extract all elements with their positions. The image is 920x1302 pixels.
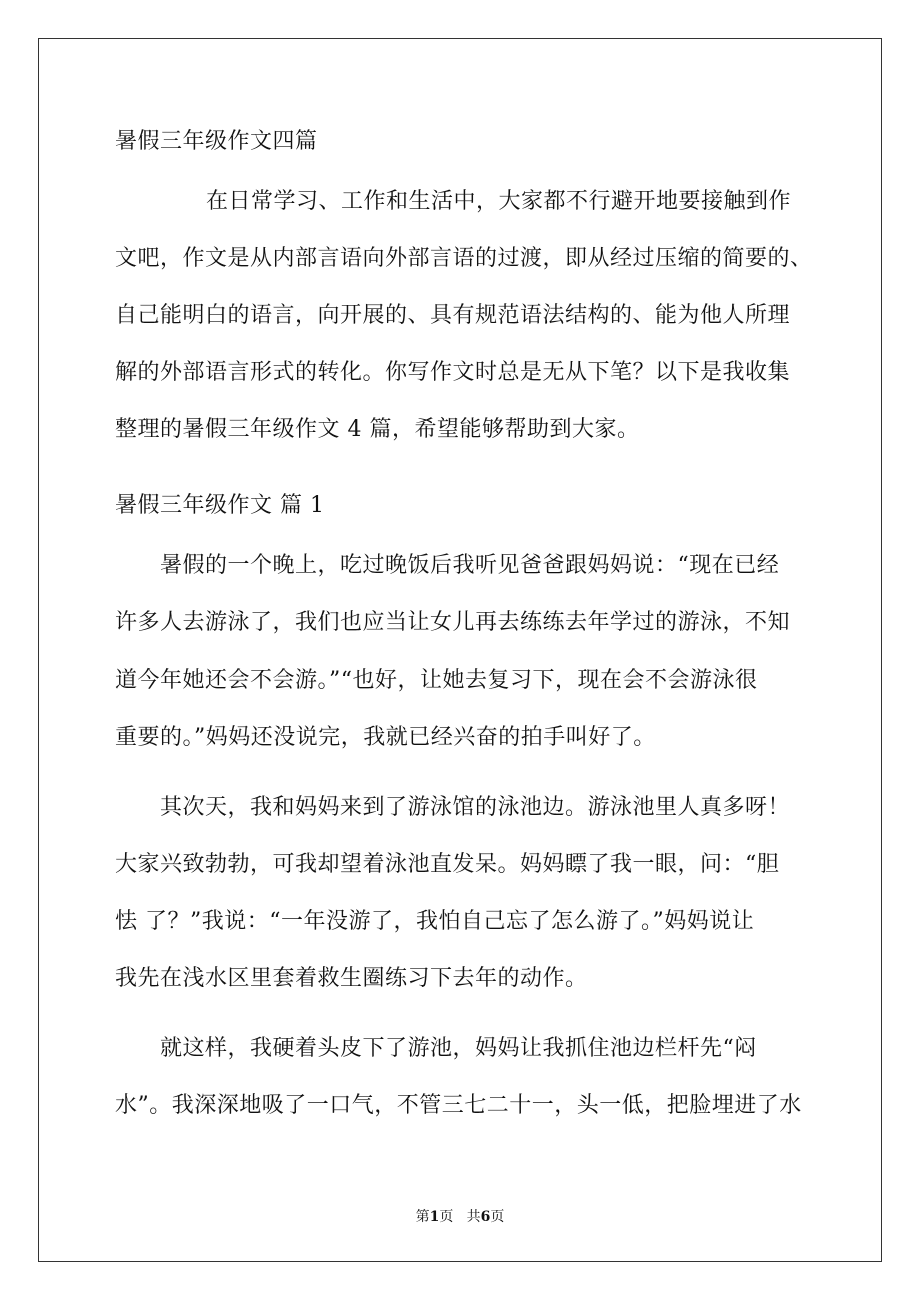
intro-line-2: 文吧，作文是从内部言语向外部言语的过渡，即从经过压缩的简要的、 xyxy=(115,246,813,271)
document-title: 暑假三年级作文四篇 xyxy=(115,129,318,154)
section-heading: 暑假三年级作文 篇 1 xyxy=(115,493,325,518)
body-line-1: 暑假的一个晚上，吃过晚饭后我听见爸爸跟妈妈说：“现在已经 xyxy=(160,553,780,578)
body-line-3: 道今年她还会不会游。”“也好，让她去复习下，现在会不会游泳很 xyxy=(115,668,758,693)
body-line-2: 许多人去游泳了，我们也应当让女儿再去练练去年学过的游泳，不知 xyxy=(115,610,791,635)
body-line-8: 我先在浅水区里套着救生圈练习下去年的动作。 xyxy=(115,966,588,991)
footer-page-total: 6 xyxy=(480,1209,491,1225)
body-line-10: 水”。我深深地吸了一口气，不管三七二十一，头一低，把脸埋进了水 xyxy=(115,1093,802,1118)
intro-line-5: 整理的暑假三年级作文 4 篇，希望能够帮助到大家。 xyxy=(115,417,640,442)
page-footer xyxy=(0,1207,920,1227)
footer-page-suffix: 页 xyxy=(490,1209,505,1225)
footer-page-mid: 页 共 xyxy=(439,1209,481,1225)
intro-line-4: 解的外部语言形式的转化。你写作文时总是无从下笔？以下是我收集 xyxy=(115,360,791,385)
intro-line-1: 在日常学习、工作和生活中，大家都不行避开地要接触到作 xyxy=(206,189,792,214)
page-border xyxy=(38,38,882,1262)
footer-page-current: 1 xyxy=(429,1209,440,1225)
body-line-9: 就这样，我硬着头皮下了游池，妈妈让我抓住池边栏杆先“闷 xyxy=(160,1036,757,1061)
body-line-4: 重要的。”妈妈还没说完，我就已经兴奋的拍手叫好了。 xyxy=(115,725,656,750)
footer-page-prefix: 第 xyxy=(415,1209,430,1225)
body-line-6: 大家兴致勃勃，可我却望着泳池直发呆。妈妈瞟了我一眼，问：“胆 xyxy=(115,852,780,877)
body-line-5: 其次天，我和妈妈来到了游泳馆的泳池边。游泳池里人真多呀！ xyxy=(160,795,791,820)
intro-line-3: 自己能明白的语言，向开展的、具有规范语法结构的、能为他人所理 xyxy=(115,303,791,328)
body-line-7: 怯 了？”我说：“一年没游了，我怕自己忘了怎么游了。”妈妈说让 xyxy=(115,909,755,934)
